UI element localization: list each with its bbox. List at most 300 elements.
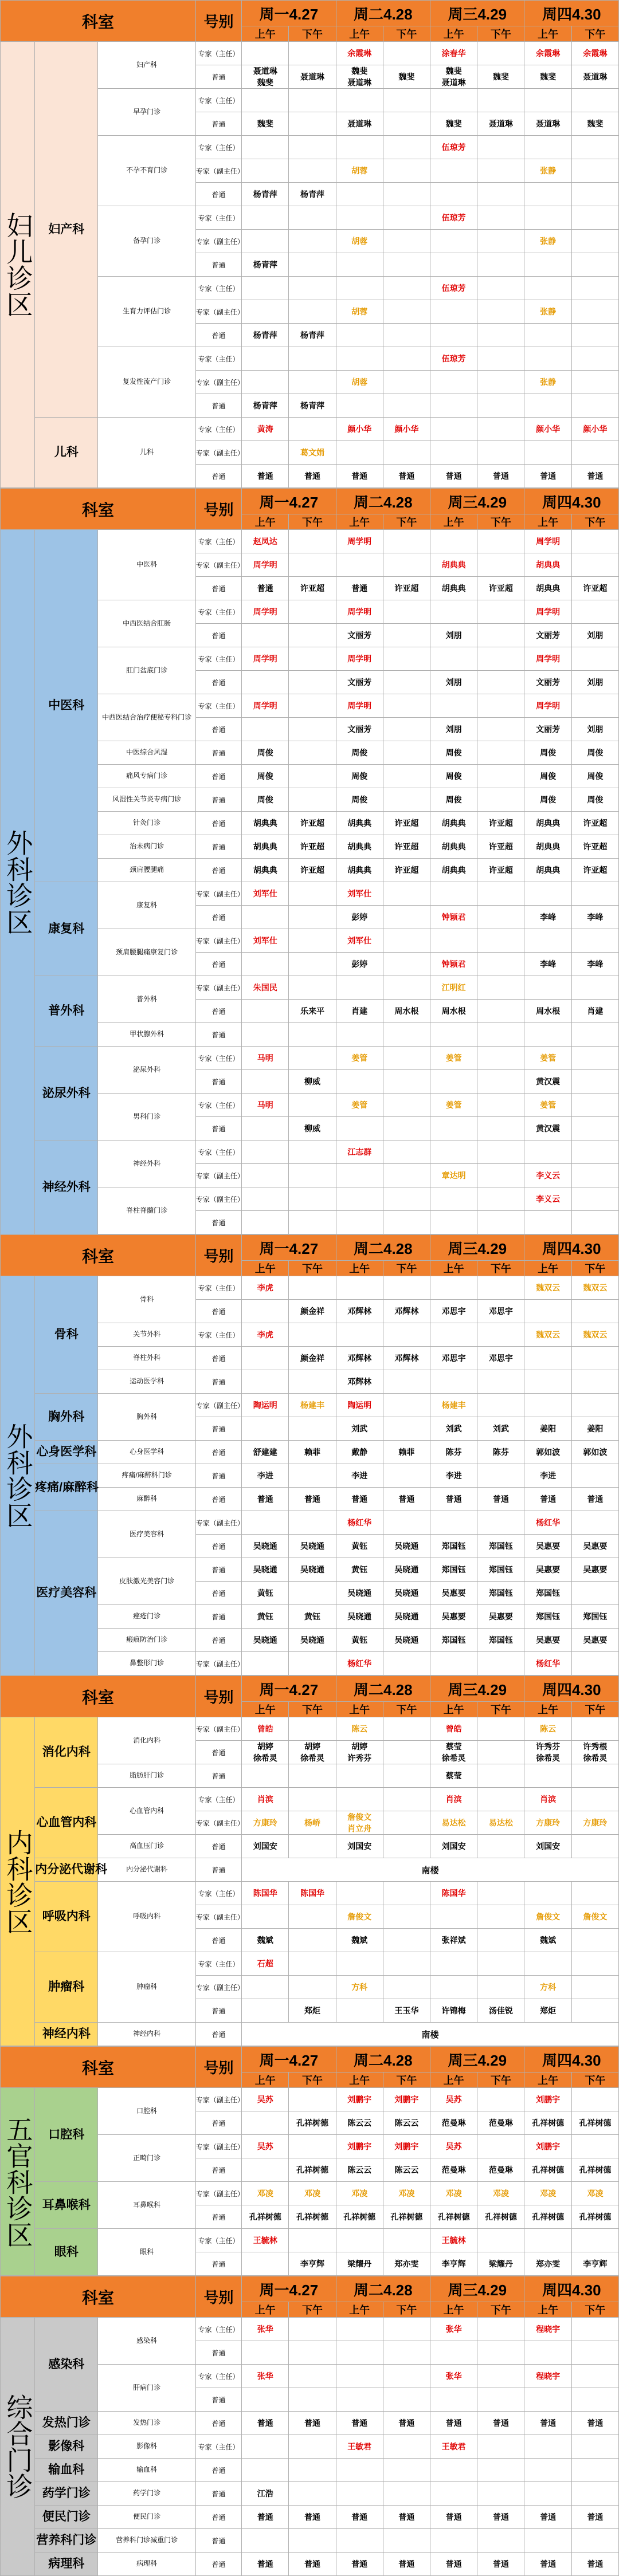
doctor-slot[interactable]: 郑国钰 <box>477 1558 524 1582</box>
doctor-slot[interactable]: 吴晓通 <box>383 1582 430 1605</box>
doctor-slot[interactable]: 魏斐 聂道琳 <box>430 65 477 89</box>
doctor-slot[interactable] <box>477 347 524 371</box>
doctor-slot[interactable] <box>289 647 336 671</box>
doctor-slot[interactable] <box>289 1835 336 1858</box>
doctor-slot[interactable]: 邓思宇 <box>477 1347 524 1370</box>
doctor-slot[interactable] <box>571 253 618 277</box>
doctor-slot[interactable] <box>242 2252 289 2276</box>
doctor-slot[interactable] <box>571 300 618 324</box>
doctor-slot[interactable]: 胡婷 徐希灵 <box>289 1741 336 1764</box>
doctor-slot[interactable] <box>336 1117 383 1140</box>
doctor-slot[interactable]: 周学明 <box>524 530 571 553</box>
doctor-slot[interactable] <box>477 530 524 553</box>
doctor-slot[interactable]: 吴晓通 <box>242 1535 289 1558</box>
doctor-slot[interactable]: 李进 <box>336 1464 383 1488</box>
doctor-slot[interactable] <box>383 2318 430 2341</box>
doctor-slot[interactable] <box>477 1929 524 1952</box>
doctor-slot[interactable]: 曾皓 <box>242 1717 289 1741</box>
doctor-slot[interactable]: 周俊 <box>430 741 477 765</box>
doctor-slot[interactable] <box>571 2388 618 2412</box>
doctor-slot[interactable] <box>477 2341 524 2365</box>
doctor-slot[interactable] <box>477 671 524 694</box>
doctor-slot[interactable] <box>571 929 618 953</box>
doctor-slot[interactable]: 梁耀丹 <box>336 2252 383 2276</box>
doctor-slot[interactable]: 周学明 <box>524 647 571 671</box>
doctor-slot[interactable]: 普通 <box>430 2506 477 2529</box>
doctor-slot[interactable] <box>477 324 524 347</box>
doctor-slot[interactable]: 刘朋 <box>571 624 618 647</box>
doctor-slot[interactable] <box>477 1047 524 1070</box>
doctor-slot[interactable] <box>571 1140 618 1164</box>
doctor-slot[interactable] <box>383 1117 430 1140</box>
doctor-slot[interactable]: 周俊 <box>336 765 383 788</box>
doctor-slot[interactable]: 彭婷 <box>336 906 383 929</box>
doctor-slot[interactable]: 刘鹏宇 <box>336 2088 383 2111</box>
doctor-slot[interactable] <box>430 1211 477 1234</box>
doctor-slot[interactable] <box>477 1394 524 1417</box>
doctor-slot[interactable]: 聂道琳 <box>477 112 524 136</box>
doctor-slot[interactable] <box>571 1929 618 1952</box>
doctor-slot[interactable] <box>477 89 524 112</box>
doctor-slot[interactable]: 江志群 <box>336 1140 383 1164</box>
doctor-slot[interactable] <box>383 253 430 277</box>
doctor-slot[interactable]: 孔祥树德 <box>289 2205 336 2229</box>
doctor-slot[interactable] <box>289 1094 336 1117</box>
doctor-slot[interactable]: 杨青萍 <box>242 253 289 277</box>
doctor-slot[interactable]: 魏双云 <box>571 1323 618 1347</box>
doctor-slot[interactable]: 胡典典 <box>524 812 571 835</box>
doctor-slot[interactable]: 吴惠要 <box>430 1605 477 1629</box>
doctor-slot[interactable]: 江明红 <box>430 976 477 1000</box>
doctor-slot[interactable] <box>289 159 336 183</box>
doctor-slot[interactable] <box>289 206 336 230</box>
doctor-slot[interactable] <box>383 882 430 906</box>
doctor-slot[interactable]: 马明 <box>242 1094 289 1117</box>
doctor-slot[interactable]: 胡蓉 <box>336 230 383 253</box>
doctor-slot[interactable]: 郭如波 <box>524 1441 571 1464</box>
doctor-slot[interactable]: 普通 <box>571 465 618 488</box>
doctor-slot[interactable] <box>242 718 289 741</box>
doctor-slot[interactable]: 钟颖君 <box>430 906 477 929</box>
doctor-slot[interactable]: 程晓宇 <box>524 2318 571 2341</box>
doctor-slot[interactable] <box>477 42 524 65</box>
doctor-slot[interactable]: 普通 <box>289 465 336 488</box>
doctor-slot[interactable]: 吴晓通 <box>336 1605 383 1629</box>
doctor-slot[interactable]: 石超 <box>242 1952 289 1976</box>
doctor-slot[interactable] <box>524 2229 571 2252</box>
doctor-slot[interactable] <box>289 2482 336 2506</box>
doctor-slot[interactable]: 文丽芳 <box>524 624 571 647</box>
doctor-slot[interactable] <box>336 1070 383 1094</box>
doctor-slot[interactable] <box>430 1952 477 1976</box>
doctor-slot[interactable] <box>242 277 289 300</box>
doctor-slot[interactable] <box>289 1788 336 1811</box>
doctor-slot[interactable] <box>571 553 618 577</box>
doctor-slot[interactable] <box>383 1929 430 1952</box>
doctor-slot[interactable] <box>289 1370 336 1394</box>
doctor-slot[interactable] <box>524 253 571 277</box>
doctor-slot[interactable]: 许亚超 <box>477 577 524 600</box>
doctor-slot[interactable] <box>383 89 430 112</box>
doctor-slot[interactable]: 许秀根 徐希灵 <box>571 1741 618 1764</box>
doctor-slot[interactable] <box>430 1070 477 1094</box>
doctor-slot[interactable]: 方科 <box>524 1976 571 1999</box>
doctor-slot[interactable]: 姜管 <box>336 1094 383 1117</box>
doctor-slot[interactable] <box>289 1417 336 1441</box>
doctor-slot[interactable] <box>289 741 336 765</box>
doctor-slot[interactable] <box>242 371 289 394</box>
doctor-slot[interactable] <box>289 1582 336 1605</box>
doctor-slot[interactable]: 张静 <box>524 230 571 253</box>
doctor-slot[interactable]: 姜管 <box>430 1047 477 1070</box>
doctor-slot[interactable] <box>430 1652 477 1676</box>
doctor-slot[interactable]: 周俊 <box>430 788 477 812</box>
doctor-slot[interactable] <box>477 2388 524 2412</box>
doctor-slot[interactable] <box>477 394 524 418</box>
doctor-slot[interactable] <box>524 183 571 206</box>
doctor-slot[interactable]: 郑国钰 <box>430 1558 477 1582</box>
doctor-slot[interactable]: 邓凌 <box>524 2182 571 2205</box>
doctor-slot[interactable] <box>383 42 430 65</box>
doctor-slot[interactable]: 普通 <box>336 2412 383 2435</box>
doctor-slot[interactable]: 余霞琳 <box>336 42 383 65</box>
doctor-slot[interactable] <box>289 1276 336 1300</box>
doctor-slot[interactable] <box>430 2341 477 2365</box>
doctor-slot[interactable]: 普通 <box>242 2506 289 2529</box>
doctor-slot[interactable]: 刘鹏宇 <box>383 2135 430 2158</box>
doctor-slot[interactable] <box>571 1835 618 1858</box>
doctor-slot[interactable] <box>336 1211 383 1234</box>
doctor-slot[interactable]: 许亚超 <box>289 812 336 835</box>
doctor-slot[interactable]: 孔祥树德 <box>571 2205 618 2229</box>
doctor-slot[interactable]: 郑亦雯 <box>524 2252 571 2276</box>
doctor-slot[interactable] <box>336 2229 383 2252</box>
doctor-slot[interactable] <box>336 2529 383 2553</box>
doctor-slot[interactable]: 詹俊文 <box>524 1905 571 1929</box>
doctor-slot[interactable]: 王敏君 <box>430 2435 477 2459</box>
doctor-slot[interactable] <box>571 1047 618 1070</box>
doctor-slot[interactable] <box>289 1211 336 1234</box>
doctor-slot[interactable]: 孔祥树德 <box>289 2158 336 2182</box>
doctor-slot[interactable]: 魏斐 <box>524 65 571 89</box>
doctor-slot[interactable] <box>289 300 336 324</box>
doctor-slot[interactable] <box>430 418 477 441</box>
doctor-slot[interactable]: 陈云云 <box>383 2111 430 2135</box>
doctor-slot[interactable]: 邓思宇 <box>477 1300 524 1323</box>
doctor-slot[interactable] <box>477 1070 524 1094</box>
doctor-slot[interactable] <box>242 1764 289 1788</box>
doctor-slot[interactable] <box>571 2341 618 2365</box>
doctor-slot[interactable] <box>524 1370 571 1394</box>
doctor-slot[interactable]: 许秀芬 徐希灵 <box>524 1741 571 1764</box>
doctor-slot[interactable] <box>571 1764 618 1788</box>
doctor-slot[interactable] <box>430 1187 477 1211</box>
doctor-slot[interactable]: 吴惠要 <box>524 1629 571 1652</box>
doctor-slot[interactable] <box>242 2435 289 2459</box>
doctor-slot[interactable] <box>383 2365 430 2388</box>
doctor-slot[interactable]: 周俊 <box>336 788 383 812</box>
doctor-slot[interactable]: 陈芬 <box>430 1441 477 1464</box>
doctor-slot[interactable]: 胡典典 <box>336 835 383 859</box>
doctor-slot[interactable]: 赵凤达 <box>242 530 289 553</box>
doctor-slot[interactable] <box>477 1370 524 1394</box>
doctor-slot[interactable]: 杨建丰 <box>289 1394 336 1417</box>
doctor-slot[interactable]: 肖建 <box>571 1000 618 1023</box>
doctor-slot[interactable] <box>242 2111 289 2135</box>
doctor-slot[interactable]: 杨青萍 <box>242 324 289 347</box>
doctor-slot[interactable] <box>571 1300 618 1323</box>
doctor-slot[interactable]: 周学明 <box>242 600 289 624</box>
doctor-slot[interactable]: 吴晓通 <box>289 1629 336 1652</box>
doctor-slot[interactable] <box>571 1464 618 1488</box>
doctor-slot[interactable]: 周俊 <box>571 765 618 788</box>
doctor-slot[interactable]: 颜金祥 <box>289 1300 336 1323</box>
doctor-slot[interactable] <box>430 1976 477 1999</box>
doctor-slot[interactable]: 吴苏 <box>430 2088 477 2111</box>
doctor-slot[interactable]: 刘武 <box>336 1417 383 1441</box>
doctor-slot[interactable]: 张静 <box>524 159 571 183</box>
doctor-slot[interactable]: 易达松 <box>430 1811 477 1835</box>
doctor-slot[interactable] <box>242 1652 289 1676</box>
doctor-slot[interactable] <box>524 2482 571 2506</box>
doctor-slot[interactable]: 姜阳 <box>524 1417 571 1441</box>
doctor-slot[interactable] <box>242 136 289 159</box>
doctor-slot[interactable] <box>524 1952 571 1976</box>
doctor-slot[interactable] <box>571 159 618 183</box>
doctor-slot[interactable]: 曾皓 <box>430 1717 477 1741</box>
doctor-slot[interactable] <box>289 371 336 394</box>
doctor-slot[interactable] <box>383 1652 430 1676</box>
doctor-slot[interactable] <box>289 1976 336 1999</box>
doctor-slot[interactable] <box>524 347 571 371</box>
doctor-slot[interactable]: 伍琼芳 <box>430 277 477 300</box>
doctor-slot[interactable]: 魏斐 <box>430 112 477 136</box>
doctor-slot[interactable] <box>571 1511 618 1535</box>
doctor-slot[interactable]: 李义云 <box>524 1164 571 1187</box>
doctor-slot[interactable] <box>524 1023 571 1047</box>
doctor-slot[interactable] <box>524 206 571 230</box>
doctor-slot[interactable]: 李亨辉 <box>571 2252 618 2276</box>
doctor-slot[interactable]: 邓凌 <box>242 2182 289 2205</box>
doctor-slot[interactable] <box>477 1788 524 1811</box>
doctor-slot[interactable] <box>430 694 477 718</box>
doctor-slot[interactable] <box>336 2482 383 2506</box>
doctor-slot[interactable] <box>430 1140 477 1164</box>
doctor-slot[interactable] <box>524 394 571 418</box>
doctor-slot[interactable]: 邓思宇 <box>430 1347 477 1370</box>
doctor-slot[interactable]: 刘军仕 <box>242 882 289 906</box>
doctor-slot[interactable]: 陈云 <box>524 1717 571 1741</box>
doctor-slot[interactable]: 乐来平 <box>289 1000 336 1023</box>
doctor-slot[interactable] <box>383 1788 430 1811</box>
doctor-slot[interactable]: 周俊 <box>336 741 383 765</box>
doctor-slot[interactable]: 孔祥树德 <box>383 2205 430 2229</box>
doctor-slot[interactable]: 郑炬 <box>524 1999 571 2023</box>
doctor-slot[interactable]: 普通 <box>571 2506 618 2529</box>
doctor-slot[interactable]: 普通 <box>571 2412 618 2435</box>
doctor-slot[interactable] <box>430 441 477 465</box>
doctor-slot[interactable] <box>477 230 524 253</box>
doctor-slot[interactable] <box>289 1464 336 1488</box>
doctor-slot[interactable]: 邓凌 <box>289 2182 336 2205</box>
doctor-slot[interactable]: 涂春华 <box>430 42 477 65</box>
doctor-slot[interactable]: 聂道琳 <box>336 112 383 136</box>
doctor-slot[interactable]: 刘鹏宇 <box>524 2135 571 2158</box>
doctor-slot[interactable] <box>430 600 477 624</box>
doctor-slot[interactable] <box>289 2529 336 2553</box>
doctor-slot[interactable]: 邓凌 <box>571 2182 618 2205</box>
doctor-slot[interactable] <box>524 2459 571 2482</box>
doctor-slot[interactable]: 普通 <box>383 1488 430 1511</box>
doctor-slot[interactable]: 柳威 <box>289 1117 336 1140</box>
doctor-slot[interactable] <box>289 1323 336 1347</box>
doctor-slot[interactable]: 胡典典 <box>524 553 571 577</box>
doctor-slot[interactable] <box>289 112 336 136</box>
doctor-slot[interactable]: 刘鹏宇 <box>383 2088 430 2111</box>
doctor-slot[interactable] <box>383 718 430 741</box>
doctor-slot[interactable] <box>289 42 336 65</box>
doctor-slot[interactable]: 普通 <box>336 577 383 600</box>
doctor-slot[interactable] <box>477 953 524 976</box>
doctor-slot[interactable]: 周学明 <box>524 600 571 624</box>
doctor-slot[interactable] <box>242 347 289 371</box>
doctor-slot[interactable]: 周俊 <box>524 765 571 788</box>
doctor-slot[interactable]: 范曼琳 <box>430 2111 477 2135</box>
doctor-slot[interactable]: 郑国钰 <box>430 1629 477 1652</box>
doctor-slot[interactable] <box>242 1347 289 1370</box>
doctor-slot[interactable]: 黄钰 <box>336 1629 383 1652</box>
doctor-slot[interactable] <box>383 2341 430 2365</box>
doctor-slot[interactable] <box>336 206 383 230</box>
doctor-slot[interactable] <box>242 1417 289 1441</box>
doctor-slot[interactable] <box>571 1094 618 1117</box>
doctor-slot[interactable]: 吴晓通 <box>383 1535 430 1558</box>
doctor-slot[interactable] <box>383 347 430 371</box>
doctor-slot[interactable]: 胡婷 徐希灵 <box>242 1741 289 1764</box>
doctor-slot[interactable]: 文丽芳 <box>336 718 383 741</box>
doctor-slot[interactable] <box>477 1164 524 1187</box>
doctor-slot[interactable] <box>289 89 336 112</box>
doctor-slot[interactable]: 姜管 <box>336 1047 383 1070</box>
doctor-slot[interactable] <box>477 976 524 1000</box>
doctor-slot[interactable] <box>477 1323 524 1347</box>
doctor-slot[interactable]: 范曼琳 <box>477 2111 524 2135</box>
doctor-slot[interactable] <box>336 2318 383 2341</box>
doctor-slot[interactable] <box>477 1952 524 1976</box>
doctor-slot[interactable] <box>242 206 289 230</box>
doctor-slot[interactable] <box>524 2435 571 2459</box>
doctor-slot[interactable] <box>242 1300 289 1323</box>
doctor-slot[interactable] <box>289 1023 336 1047</box>
doctor-slot[interactable] <box>383 2435 430 2459</box>
doctor-slot[interactable] <box>383 277 430 300</box>
doctor-slot[interactable] <box>383 906 430 929</box>
doctor-slot[interactable] <box>289 906 336 929</box>
doctor-slot[interactable] <box>336 1882 383 1905</box>
doctor-slot[interactable]: 普通 <box>477 465 524 488</box>
doctor-slot[interactable]: 戴静 <box>336 1441 383 1464</box>
doctor-slot[interactable] <box>477 765 524 788</box>
doctor-slot[interactable] <box>336 2341 383 2365</box>
doctor-slot[interactable]: 李峰 <box>571 953 618 976</box>
doctor-slot[interactable] <box>336 2388 383 2412</box>
doctor-slot[interactable] <box>289 277 336 300</box>
doctor-slot[interactable] <box>289 1511 336 1535</box>
doctor-slot[interactable]: 赖菲 <box>383 1441 430 1464</box>
doctor-slot[interactable] <box>477 553 524 577</box>
doctor-slot[interactable]: 吴惠要 <box>524 1558 571 1582</box>
doctor-slot[interactable] <box>430 2459 477 2482</box>
doctor-slot[interactable] <box>477 1652 524 1676</box>
doctor-slot[interactable] <box>336 976 383 1000</box>
doctor-slot[interactable]: 胡典典 <box>242 835 289 859</box>
doctor-slot[interactable] <box>289 929 336 953</box>
doctor-slot[interactable] <box>430 230 477 253</box>
doctor-slot[interactable]: 李峰 <box>524 953 571 976</box>
doctor-slot[interactable] <box>289 2388 336 2412</box>
doctor-slot[interactable] <box>289 1905 336 1929</box>
doctor-slot[interactable] <box>242 159 289 183</box>
doctor-slot[interactable]: 杨红华 <box>524 1652 571 1676</box>
doctor-slot[interactable] <box>242 2158 289 2182</box>
doctor-slot[interactable] <box>477 2318 524 2341</box>
doctor-slot[interactable]: 许亚超 <box>383 859 430 882</box>
doctor-slot[interactable]: 周学明 <box>336 694 383 718</box>
doctor-slot[interactable]: 文丽芳 <box>524 671 571 694</box>
doctor-slot[interactable] <box>289 253 336 277</box>
doctor-slot[interactable]: 吴苏 <box>242 2135 289 2158</box>
doctor-slot[interactable]: 方科 <box>336 1976 383 1999</box>
doctor-slot[interactable] <box>571 347 618 371</box>
doctor-slot[interactable] <box>336 1764 383 1788</box>
doctor-slot[interactable]: 郑亦雯 <box>383 2252 430 2276</box>
doctor-slot[interactable]: 吴晓通 <box>383 1558 430 1582</box>
doctor-slot[interactable] <box>336 394 383 418</box>
doctor-slot[interactable] <box>383 2229 430 2252</box>
doctor-slot[interactable] <box>383 600 430 624</box>
doctor-slot[interactable] <box>477 206 524 230</box>
doctor-slot[interactable] <box>571 600 618 624</box>
doctor-slot[interactable]: 马明 <box>242 1047 289 1070</box>
doctor-slot[interactable]: 葛文娟 <box>289 441 336 465</box>
doctor-slot[interactable] <box>524 277 571 300</box>
doctor-slot[interactable]: 魏斌 <box>242 1929 289 1952</box>
doctor-slot[interactable] <box>477 2435 524 2459</box>
doctor-slot[interactable]: 邓辉林 <box>336 1347 383 1370</box>
doctor-slot[interactable]: 方康玲 <box>571 1811 618 1835</box>
doctor-slot[interactable] <box>477 882 524 906</box>
doctor-slot[interactable] <box>336 441 383 465</box>
doctor-slot[interactable]: 胡典典 <box>524 835 571 859</box>
doctor-slot[interactable]: 胡典典 <box>430 835 477 859</box>
doctor-slot[interactable] <box>383 1047 430 1070</box>
doctor-slot[interactable]: 李虎 <box>242 1276 289 1300</box>
doctor-slot[interactable] <box>289 1764 336 1788</box>
doctor-slot[interactable]: 吴惠要 <box>524 1535 571 1558</box>
doctor-slot[interactable] <box>571 530 618 553</box>
doctor-slot[interactable] <box>477 441 524 465</box>
doctor-slot[interactable]: 黄汉震 <box>524 1117 571 1140</box>
doctor-slot[interactable]: 许亚超 <box>477 812 524 835</box>
doctor-slot[interactable]: 颜小华 <box>524 418 571 441</box>
doctor-slot[interactable]: 胡典典 <box>430 577 477 600</box>
doctor-slot[interactable] <box>477 788 524 812</box>
doctor-slot[interactable] <box>430 647 477 671</box>
doctor-slot[interactable] <box>571 1788 618 1811</box>
doctor-slot[interactable]: 吴惠要 <box>571 1535 618 1558</box>
doctor-slot[interactable]: 胡典典 <box>430 553 477 577</box>
doctor-slot[interactable]: 柳威 <box>289 1070 336 1094</box>
